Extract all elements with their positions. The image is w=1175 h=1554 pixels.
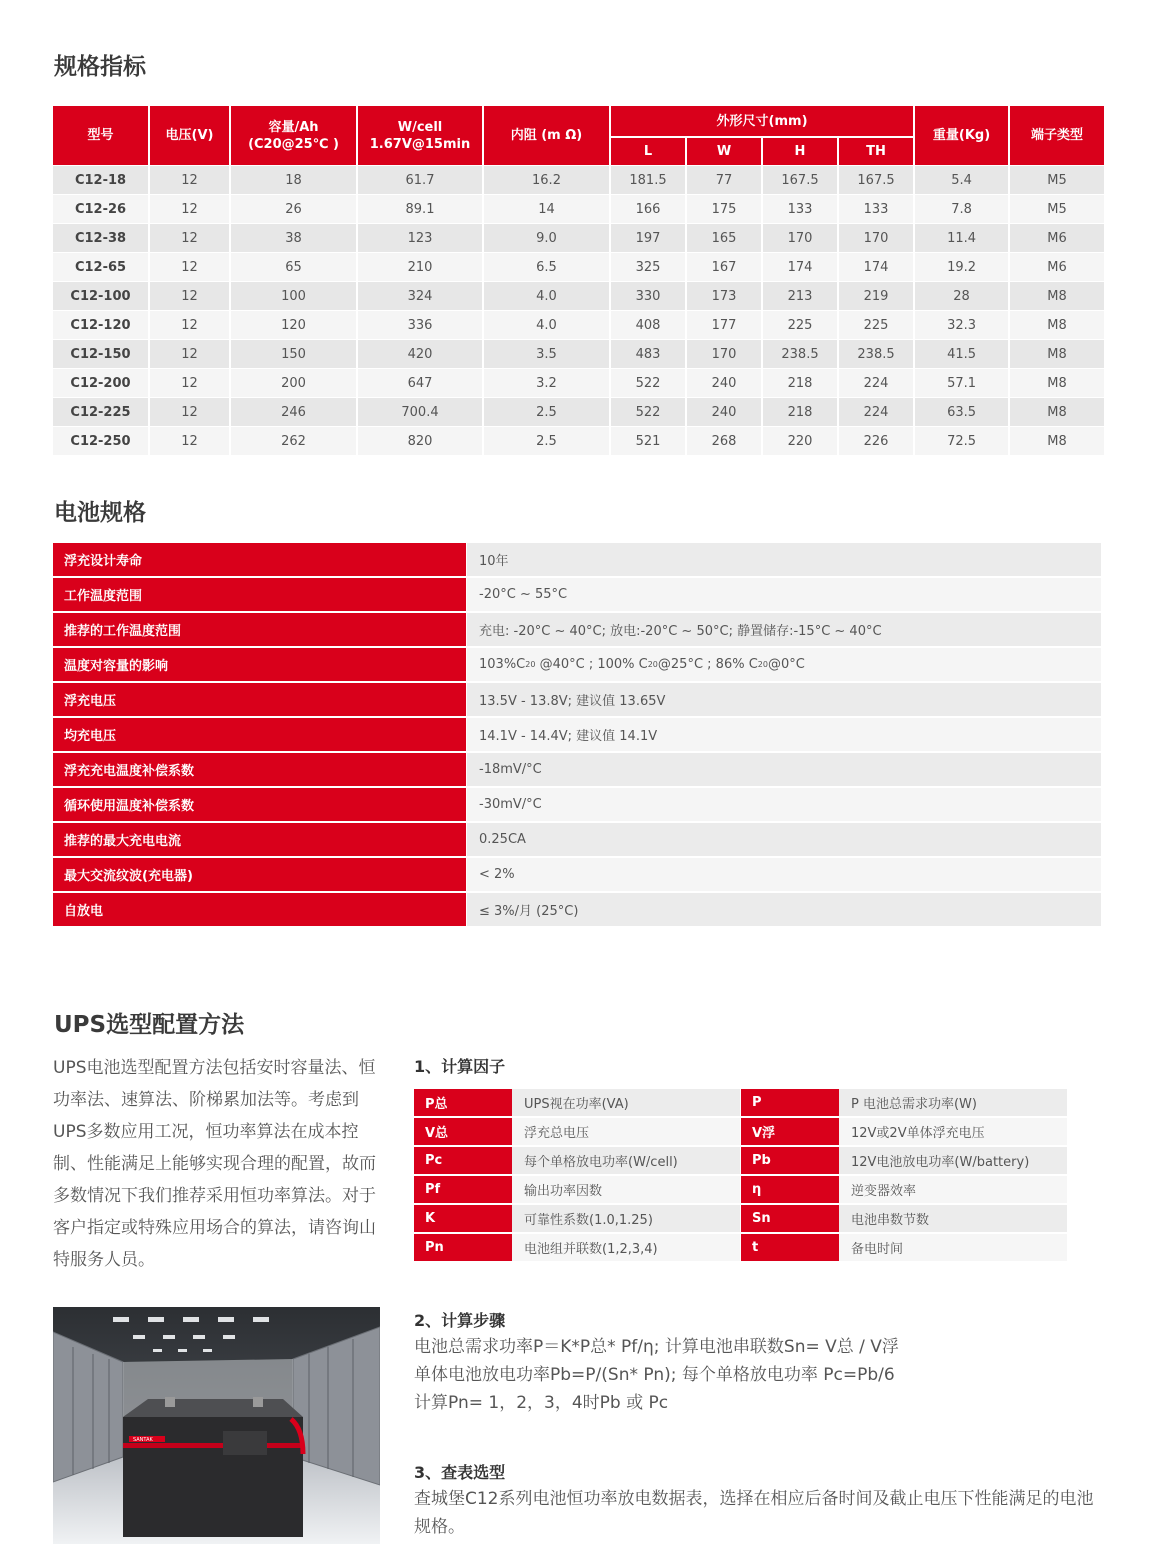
spec-table-row (53, 194, 1104, 223)
table-cell: 9.0 (484, 223, 609, 252)
table-cell: 521 (611, 426, 685, 455)
cell-model: C12-200 (53, 368, 148, 397)
factor-symbol: P总 (414, 1089, 512, 1118)
header-dim-w: W (687, 136, 761, 165)
table-cell: 72.5 (915, 426, 1008, 455)
battery-spec-label: 最大交流纹波(充电器) (53, 858, 466, 893)
table-cell: 700.4 (358, 397, 482, 426)
factor-description: 逆变器效率 (839, 1176, 1067, 1205)
table-cell: 3.5 (484, 339, 609, 368)
factor-symbol: K (414, 1205, 512, 1234)
header-capacity: 容量/Ah (C20@25℃ ) (231, 106, 356, 165)
battery-spec-label: 自放电 (53, 893, 466, 928)
spec-table-row (53, 426, 1104, 455)
header-model: 型号 (53, 106, 148, 165)
table-cell: 483 (611, 339, 685, 368)
table-cell: M8 (1010, 310, 1104, 339)
step2-line: 计算Pn= 1，2，3，4时Pb 或 Pc (414, 1393, 669, 1413)
value-part: @40°C ; 100% C (535, 657, 648, 672)
table-cell: 325 (611, 252, 685, 281)
cell-model: C12-250 (53, 426, 148, 455)
battery-spec-row (53, 543, 1101, 578)
table-cell: 408 (611, 310, 685, 339)
battery-spec-value: 13.5V - 13.8V; 建议值 13.65V (467, 683, 1101, 718)
table-cell: 26 (231, 194, 356, 223)
table-cell: 12 (150, 368, 229, 397)
step2-line: 单体电池放电功率Pb=P/(Sn* Pn); 每个单格放电功率 Pc=Pb/6 (414, 1365, 895, 1385)
table-cell: 522 (611, 368, 685, 397)
table-cell: 262 (231, 426, 356, 455)
table-cell: 2.5 (484, 397, 609, 426)
cell-model: C12-120 (53, 310, 148, 339)
battery-spec-value: -20°C ~ 55°C (467, 578, 1101, 613)
table-cell: 133 (763, 194, 837, 223)
table-cell: 4.0 (484, 310, 609, 339)
factor-symbol: Pc (414, 1147, 512, 1176)
step2-line: 电池总需求功率P＝K*P总* Pf/η; 计算电池串联数Sn= V总 / V浮 (414, 1337, 899, 1357)
table-cell: 220 (763, 426, 837, 455)
factor-description: 12V电池放电功率(W/battery) (839, 1147, 1067, 1176)
factor-description: 12V或2V单体浮充电压 (839, 1118, 1067, 1147)
battery-spec-value: 充电: -20°C ~ 40°C; 放电:-20°C ~ 50°C; 静置储存:-15°C ~ 40°C (467, 613, 1101, 648)
table-cell: 100 (231, 281, 356, 310)
table-cell: 12 (150, 397, 229, 426)
table-cell: 330 (611, 281, 685, 310)
factor-row (414, 1234, 1101, 1263)
table-cell: 238.5 (763, 339, 837, 368)
table-cell: M8 (1010, 339, 1104, 368)
battery-spec-label: 推荐的最大充电电流 (53, 823, 466, 858)
table-cell: 246 (231, 397, 356, 426)
battery-spec-label: 工作温度范围 (53, 578, 466, 613)
cell-model: C12-38 (53, 223, 148, 252)
table-cell: M6 (1010, 252, 1104, 281)
battery-datacenter-photo (53, 1307, 380, 1544)
table-cell: 12 (150, 165, 229, 194)
header-resistance: 内阻 (m Ω) (484, 106, 609, 165)
table-cell: M5 (1010, 165, 1104, 194)
table-cell: 210 (358, 252, 482, 281)
step3-text: 查城堡C12系列电池恒功率放电数据表，选择在相应后备时间及截止电压下性能满足的电池规格。 (414, 1489, 1094, 1537)
header-dim-l: L (611, 136, 685, 165)
spec-table-row (53, 165, 1104, 194)
table-cell: 170 (763, 223, 837, 252)
battery-spec-value: ≤ 3%/月 (25°C) (467, 893, 1101, 928)
step2-title: 2、计算步骤 (414, 1311, 506, 1330)
table-cell: 6.5 (484, 252, 609, 281)
step2-text (414, 1333, 1114, 1417)
table-cell: 150 (231, 339, 356, 368)
table-cell: 167.5 (763, 165, 837, 194)
factor-description: 每个单格放电功率(W/cell) (512, 1147, 740, 1176)
table-cell: 224 (839, 397, 913, 426)
spec-table-row (53, 252, 1104, 281)
battery-spec-row (53, 613, 1101, 648)
table-cell: 11.4 (915, 223, 1008, 252)
battery-spec-row (53, 718, 1101, 753)
table-cell: 238.5 (839, 339, 913, 368)
table-cell: 133 (839, 194, 913, 223)
battery-spec-row (53, 893, 1101, 928)
header-dim-th: TH (839, 136, 913, 165)
battery-spec-row (53, 753, 1101, 788)
table-cell: 219 (839, 281, 913, 310)
table-cell: 324 (358, 281, 482, 310)
battery-spec-label: 循环使用温度补偿系数 (53, 788, 466, 823)
factor-symbol: P (741, 1089, 839, 1118)
table-cell: M8 (1010, 281, 1104, 310)
table-cell: 32.3 (915, 310, 1008, 339)
table-cell: 167 (687, 252, 761, 281)
table-cell: 77 (687, 165, 761, 194)
factor-symbol: Sn (741, 1205, 839, 1234)
table-cell: 213 (763, 281, 837, 310)
table-cell: 2.5 (484, 426, 609, 455)
table-cell: 522 (611, 397, 685, 426)
factor-row (414, 1118, 1101, 1147)
header-terminal: 端子类型 (1010, 106, 1104, 165)
cell-model: C12-225 (53, 397, 148, 426)
table-cell: 240 (687, 397, 761, 426)
table-cell: 12 (150, 310, 229, 339)
table-cell: 165 (687, 223, 761, 252)
table-cell: M5 (1010, 194, 1104, 223)
factor-row (414, 1176, 1101, 1205)
table-cell: 65 (231, 252, 356, 281)
table-cell: 218 (763, 397, 837, 426)
table-cell: 123 (358, 223, 482, 252)
table-cell: M8 (1010, 397, 1104, 426)
table-cell: 89.1 (358, 194, 482, 223)
header-wcell: W/cell 1.67V@15min (358, 106, 482, 165)
table-cell: 12 (150, 339, 229, 368)
battery-spec-list (53, 543, 1101, 928)
table-cell: 28 (915, 281, 1008, 310)
table-cell: 63.5 (915, 397, 1008, 426)
battery-spec-label: 推荐的工作温度范围 (53, 613, 466, 648)
step3-title: 3、查表选型 (414, 1463, 506, 1482)
battery-spec-row (53, 788, 1101, 823)
table-cell: 12 (150, 223, 229, 252)
table-cell: 240 (687, 368, 761, 397)
factor-description: 备电时间 (839, 1234, 1067, 1263)
table-cell: 170 (839, 223, 913, 252)
spec-table-row (53, 368, 1104, 397)
table-cell: 61.7 (358, 165, 482, 194)
table-cell: M8 (1010, 426, 1104, 455)
table-cell: 12 (150, 281, 229, 310)
factor-symbol: V总 (414, 1118, 512, 1147)
spec-table-row (53, 223, 1104, 252)
factor-row (414, 1205, 1101, 1234)
cell-model: C12-26 (53, 194, 148, 223)
table-cell: 420 (358, 339, 482, 368)
table-cell: 174 (839, 252, 913, 281)
spec-table-row (53, 310, 1104, 339)
battery-spec-label: 温度对容量的影响 (53, 648, 466, 683)
header-weight: 重量(Kg) (915, 106, 1008, 165)
factor-row (414, 1147, 1101, 1176)
cell-model: C12-100 (53, 281, 148, 310)
step1-title: 1、计算因子 (414, 1057, 506, 1076)
spec-table-row (53, 397, 1104, 426)
table-cell: 14 (484, 194, 609, 223)
battery-spec-value: -18mV/°C (467, 753, 1101, 788)
factor-description: UPS视在功率(VA) (512, 1089, 740, 1118)
table-cell: 224 (839, 368, 913, 397)
battery-spec-row (53, 683, 1101, 718)
factor-description: 可靠性系数(1.0,1.25) (512, 1205, 740, 1234)
factor-symbol: t (741, 1234, 839, 1263)
table-cell: 336 (358, 310, 482, 339)
battery-spec-value (467, 648, 1101, 683)
table-cell: 16.2 (484, 165, 609, 194)
factor-description: 电池串数节数 (839, 1205, 1067, 1234)
factor-description: 浮充总电压 (512, 1118, 740, 1147)
table-cell: 218 (763, 368, 837, 397)
table-cell: 181.5 (611, 165, 685, 194)
table-cell: 166 (611, 194, 685, 223)
factor-symbol: Pn (414, 1234, 512, 1263)
table-cell: M6 (1010, 223, 1104, 252)
subscript: 20 (757, 660, 768, 669)
spec-table (51, 106, 1106, 455)
factor-description: 电池组并联数(1,2,3,4) (512, 1234, 740, 1263)
subscript: 20 (647, 660, 658, 669)
value-part: 103%C (479, 657, 526, 672)
battery-spec-row (53, 823, 1101, 858)
cell-model: C12-18 (53, 165, 148, 194)
table-cell: 197 (611, 223, 685, 252)
factor-row (414, 1089, 1101, 1118)
battery-spec-label: 浮充电压 (53, 683, 466, 718)
battery-spec-row (53, 648, 1101, 683)
table-cell: 4.0 (484, 281, 609, 310)
battery-spec-label: 浮充设计寿命 (53, 543, 466, 578)
subscript: 20 (525, 660, 536, 669)
photo-brand-text: SANTAK (133, 1437, 153, 1443)
table-cell: 177 (687, 310, 761, 339)
ups-section-title: UPS选型配置方法 (54, 1012, 245, 1038)
table-cell: M8 (1010, 368, 1104, 397)
factor-symbol: Pb (741, 1147, 839, 1176)
spec-section-title: 规格指标 (54, 54, 146, 80)
table-cell: 12 (150, 426, 229, 455)
table-cell: 57.1 (915, 368, 1008, 397)
table-cell: 19.2 (915, 252, 1008, 281)
battery-spec-value: < 2% (467, 858, 1101, 893)
battery-spec-label: 均充电压 (53, 718, 466, 753)
battery-section-title: 电池规格 (54, 500, 146, 526)
table-cell: 12 (150, 194, 229, 223)
photo-illustration (53, 1307, 380, 1544)
battery-spec-value: -30mV/°C (467, 788, 1101, 823)
header-dim-h: H (763, 136, 837, 165)
table-cell: 225 (839, 310, 913, 339)
battery-spec-value: 10年 (467, 543, 1101, 578)
value-part: @0°C (767, 657, 805, 672)
table-cell: 225 (763, 310, 837, 339)
battery-spec-row (53, 858, 1101, 893)
table-cell: 174 (763, 252, 837, 281)
factor-symbol: V浮 (741, 1118, 839, 1147)
value-part: @25°C ; 86% C (657, 657, 758, 672)
table-cell: 200 (231, 368, 356, 397)
table-cell: 12 (150, 252, 229, 281)
table-cell: 647 (358, 368, 482, 397)
table-cell: 170 (687, 339, 761, 368)
cell-model: C12-65 (53, 252, 148, 281)
table-cell: 268 (687, 426, 761, 455)
battery-spec-label: 浮充充电温度补偿系数 (53, 753, 466, 788)
table-cell: 7.8 (915, 194, 1008, 223)
table-cell: 175 (687, 194, 761, 223)
header-voltage: 电压(V) (150, 106, 229, 165)
factor-table (414, 1089, 1101, 1263)
table-cell: 120 (231, 310, 356, 339)
table-cell: 226 (839, 426, 913, 455)
battery-spec-value: 0.25CA (467, 823, 1101, 858)
table-cell: 18 (231, 165, 356, 194)
header-dimensions: 外形尺寸(mm) (611, 106, 913, 136)
battery-spec-value: 14.1V - 14.4V; 建议值 14.1V (467, 718, 1101, 753)
battery-spec-row (53, 578, 1101, 613)
ups-intro-text: UPS电池选型配置方法包括安时容量法、恒功率法、速算法、阶梯累加法等。考虑到UPS多数应用工况，恒功率算法在成本控制、性能满足上能够实现合理的配置，故而多数情况下我们推荐采用恒功率算法。对于客户指定或特殊应用场合的算法，请咨询山特服务人员。 (53, 1058, 376, 1270)
factor-symbol: η (741, 1176, 839, 1205)
cell-model: C12-150 (53, 339, 148, 368)
table-cell: 41.5 (915, 339, 1008, 368)
table-cell: 167.5 (839, 165, 913, 194)
table-cell: 820 (358, 426, 482, 455)
factor-symbol: Pf (414, 1176, 512, 1205)
spec-table-row (53, 281, 1104, 310)
factor-description: 输出功率因数 (512, 1176, 740, 1205)
table-cell: 38 (231, 223, 356, 252)
table-cell: 5.4 (915, 165, 1008, 194)
spec-table-row (53, 339, 1104, 368)
table-cell: 173 (687, 281, 761, 310)
table-cell: 3.2 (484, 368, 609, 397)
factor-description: P 电池总需求功率(W) (839, 1089, 1067, 1118)
